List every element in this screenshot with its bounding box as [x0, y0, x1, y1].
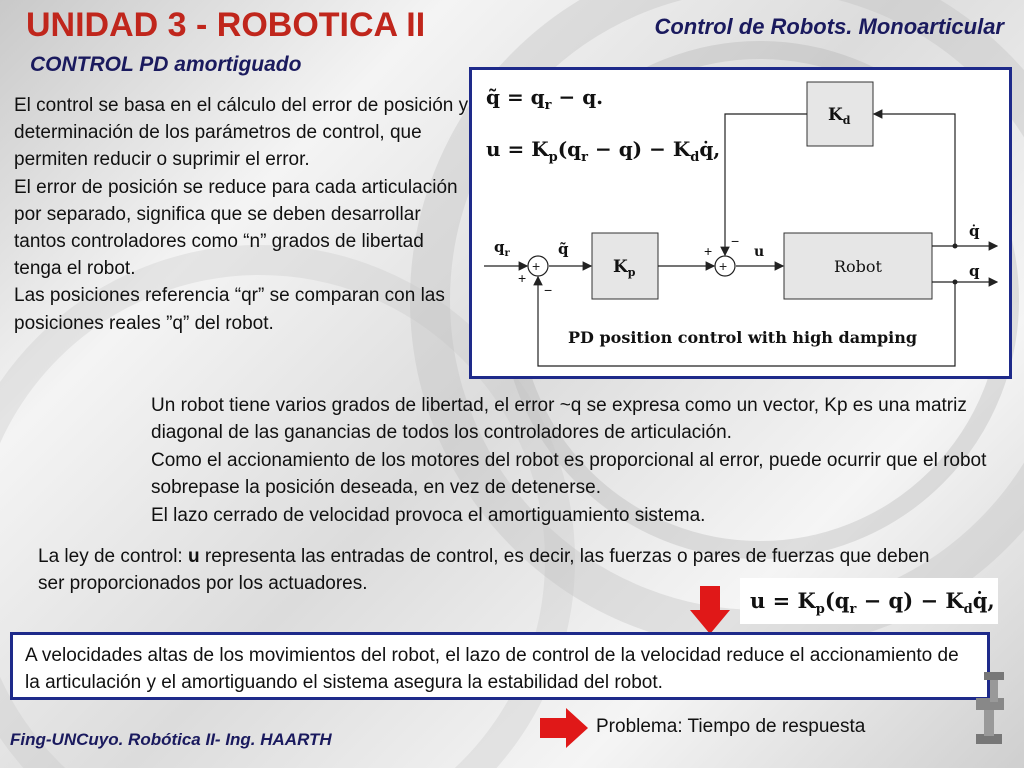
- paragraph: Las posiciones referencia “qr” se comparan con las posiciones reales ”q” del robot.: [14, 285, 445, 334]
- plus-sign: +: [518, 270, 527, 286]
- output-qdot-label: q̇: [969, 222, 980, 240]
- u-signal-label: u: [754, 244, 765, 260]
- footer-credit: Fing-UNCuyo. Robótica II- Ing. HAARTH: [10, 730, 332, 749]
- svg-text:+: +: [532, 258, 541, 274]
- error-signal-label: q̃: [558, 240, 569, 258]
- equation-error: q̃ = $q_r - q$.: [486, 85, 604, 113]
- right-arrow-icon: [540, 708, 588, 748]
- control-law-formula: [740, 578, 998, 624]
- u-symbol: u: [187, 546, 200, 567]
- block-diagram: [469, 67, 1012, 379]
- paragraph: El lazo cerrado de velocidad provoca el amortiguamiento sistema.: [151, 504, 706, 526]
- intro-text: [14, 92, 474, 337]
- control-law-text: La ley de control: u representa las entradas de control, es decir, las fuerzas o pares de fuerzas que deben ser proporcionados por los actuadores.: [38, 546, 930, 595]
- paragraph: Como el accionamiento de los motores del robot es proporcional al error, puede ocurrir que el robot sobrepase la posición deseada, en vez de detenerse.: [151, 449, 987, 499]
- highlight-text: A velocidades altas de los movimientos del robot, el lazo de control de la velocidad reduce el accionamiento de la articulación y el amortiguando el sistema asegura la estabilidad del robot.: [25, 645, 959, 693]
- paragraph: El error de posición se reduce para cada articulación por separado, significa que se deben desarrollar tantos controladores como “n” grados de libertad tenga el robot.: [14, 176, 458, 280]
- paragraph: El control se basa en el cálculo del error de posición y determinación de los parámetros de control, que permiten reducir o suprimir el error.: [14, 95, 469, 171]
- down-arrow-icon: [690, 586, 730, 634]
- equation-control-law: $u = K_p(q_r - q)$ − $K_dq̇$,: [486, 137, 721, 165]
- block-diagram-svg: [472, 70, 1009, 376]
- kp-label: $K_p$: [613, 257, 636, 279]
- minus-sign: −: [731, 233, 740, 249]
- section-title: Control de Robots. Monoarticular: [654, 14, 1004, 39]
- kd-label: $K_d$: [828, 105, 851, 127]
- input-label: $q_r$: [494, 238, 510, 259]
- plus-sign: +: [704, 243, 713, 259]
- diagram-caption: PD position control with high damping: [568, 328, 918, 347]
- page-title: UNIDAD 3 - ROBOTICA II: [26, 6, 426, 44]
- highlight-box: [10, 632, 990, 700]
- svg-text:+: +: [719, 258, 728, 274]
- paragraph: Un robot tiene varios grados de libertad, el error ~q se expresa como un vector, Kp es una matriz diagonal de las ganancias de todos los controladores de articulación.: [151, 395, 967, 444]
- explanation-text: [151, 392, 1011, 529]
- svg-text:u = Kp(qr − q) − Kdq̇,: $u = K_p(q_r - q)$ − $K_dq̇$,: [750, 588, 995, 617]
- problem-note: Problema: Tiempo de respuesta: [596, 716, 866, 737]
- output-q-label: q: [969, 262, 980, 280]
- minus-sign: −: [544, 282, 553, 298]
- robot-arm-icon: [966, 668, 1010, 748]
- robot-label: Robot: [834, 257, 882, 276]
- page-subtitle: CONTROL PD amortiguado: [30, 53, 302, 76]
